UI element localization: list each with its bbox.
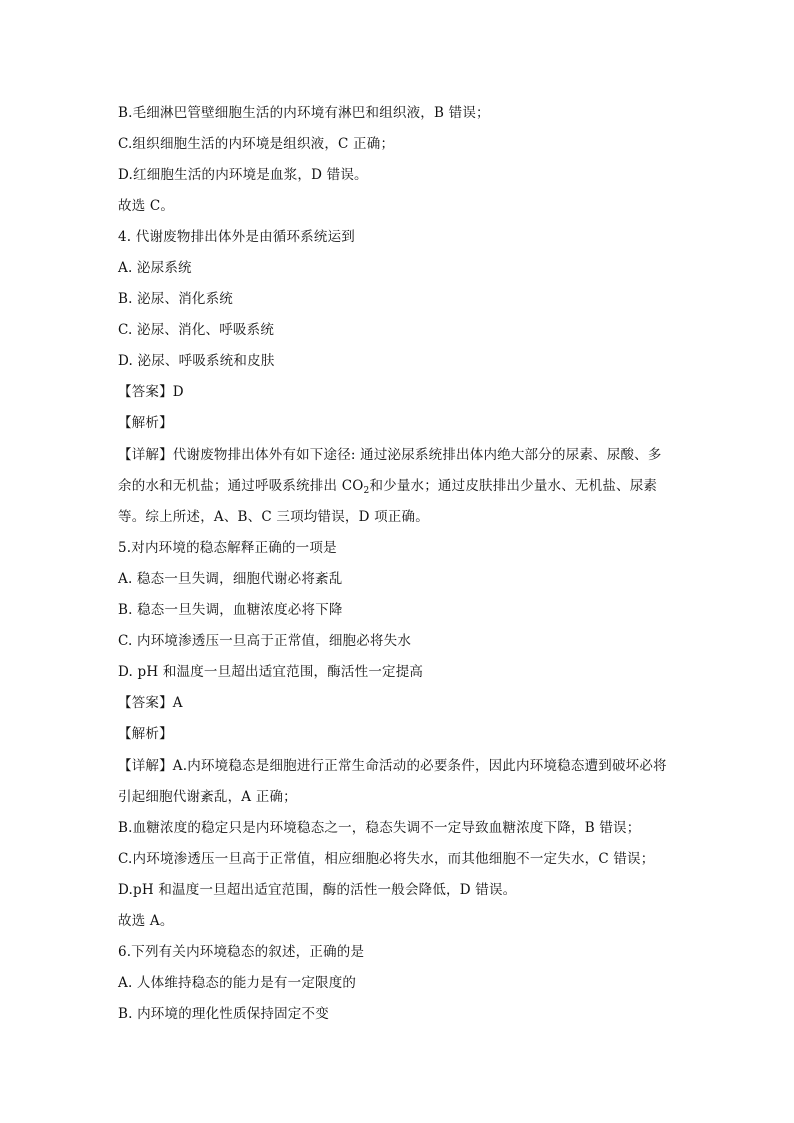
text-segment: 余的水和无机盐；通过呼吸系统排出 CO: [118, 478, 364, 494]
option-b: B. 稳态一旦失调，血糖浓度必将下降: [118, 602, 343, 618]
option-a: A. 稳态一旦失调，细胞代谢必将紊乱: [118, 571, 343, 587]
explanation-line: D.pH 和温度一旦超出适宜范围，酶的活性一般会降低，D 错误。: [118, 882, 517, 898]
explanation-line: 【详解】A.内环境稳态是细胞进行正常生命活动的必要条件，因此内环境稳态遭到破坏必将: [118, 758, 667, 774]
option-d: D. 泌尿、呼吸系统和皮肤: [118, 353, 275, 369]
explanation-line: C.内环境渗透压一旦高于正常值，相应细胞必将失水，而其他细胞不一定失水，C 错误；: [118, 851, 655, 867]
explanation-line: [118, 477, 657, 495]
option-a: A. 泌尿系统: [118, 260, 192, 276]
question-6-stem: 6.下列有关内环境稳态的叙述，正确的是: [118, 944, 365, 960]
answer-label: 【答案】D: [118, 384, 184, 400]
analysis-label: 【解析】: [118, 415, 173, 431]
explanation-line: 【详解】代谢废物排出体外有如下途径: 通过泌尿系统排出体内绝大部分的尿素、尿酸、多: [118, 447, 662, 463]
answer-label: 【答案】A: [118, 695, 183, 711]
analysis-label: 【解析】: [118, 726, 173, 742]
text-line: D.红细胞生活的内环境是血浆，D 错误。: [118, 167, 368, 183]
subscript-text: 2: [363, 486, 370, 496]
explanation-line: 等。综上所述，A、B、C 三项均错误，D 项正确。: [118, 509, 429, 525]
option-b: B. 内环境的理化性质保持固定不变: [118, 1006, 329, 1022]
text-line: B.毛细淋巴管壁细胞生活的内环境有淋巴和组织液，B 错误；: [118, 105, 490, 121]
explanation-line: 引起细胞代谢紊乱，A 正确；: [118, 789, 297, 805]
question-4-stem: 4. 代谢废物排出体外是由循环系统运到: [118, 229, 355, 245]
text-segment: 和少量水；通过皮肤排出少量水、无机盐、尿素: [369, 478, 658, 494]
explanation-line: B.血糖浓度的稳定只是内环境稳态之一，稳态失调不一定导致血糖浓度下降，B 错误；: [118, 820, 641, 836]
text-line: C.组织细胞生活的内环境是组织液，C 正确；: [118, 136, 395, 152]
text-line: 故选 C。: [118, 198, 175, 214]
option-d: D. pH 和温度一旦超出适宜范围，酶活性一定提高: [118, 664, 424, 680]
question-5-stem: 5.对内环境的稳态解释正确的一项是: [118, 540, 337, 556]
option-c: C. 内环境渗透压一旦高于正常值，细胞必将失水: [118, 633, 412, 649]
option-c: C. 泌尿、消化、呼吸系统: [118, 322, 275, 338]
text-line: 故选 A。: [118, 913, 174, 929]
option-a: A. 人体维持稳态的能力是有一定限度的: [118, 975, 357, 991]
option-b: B. 泌尿、消化系统: [118, 291, 234, 307]
